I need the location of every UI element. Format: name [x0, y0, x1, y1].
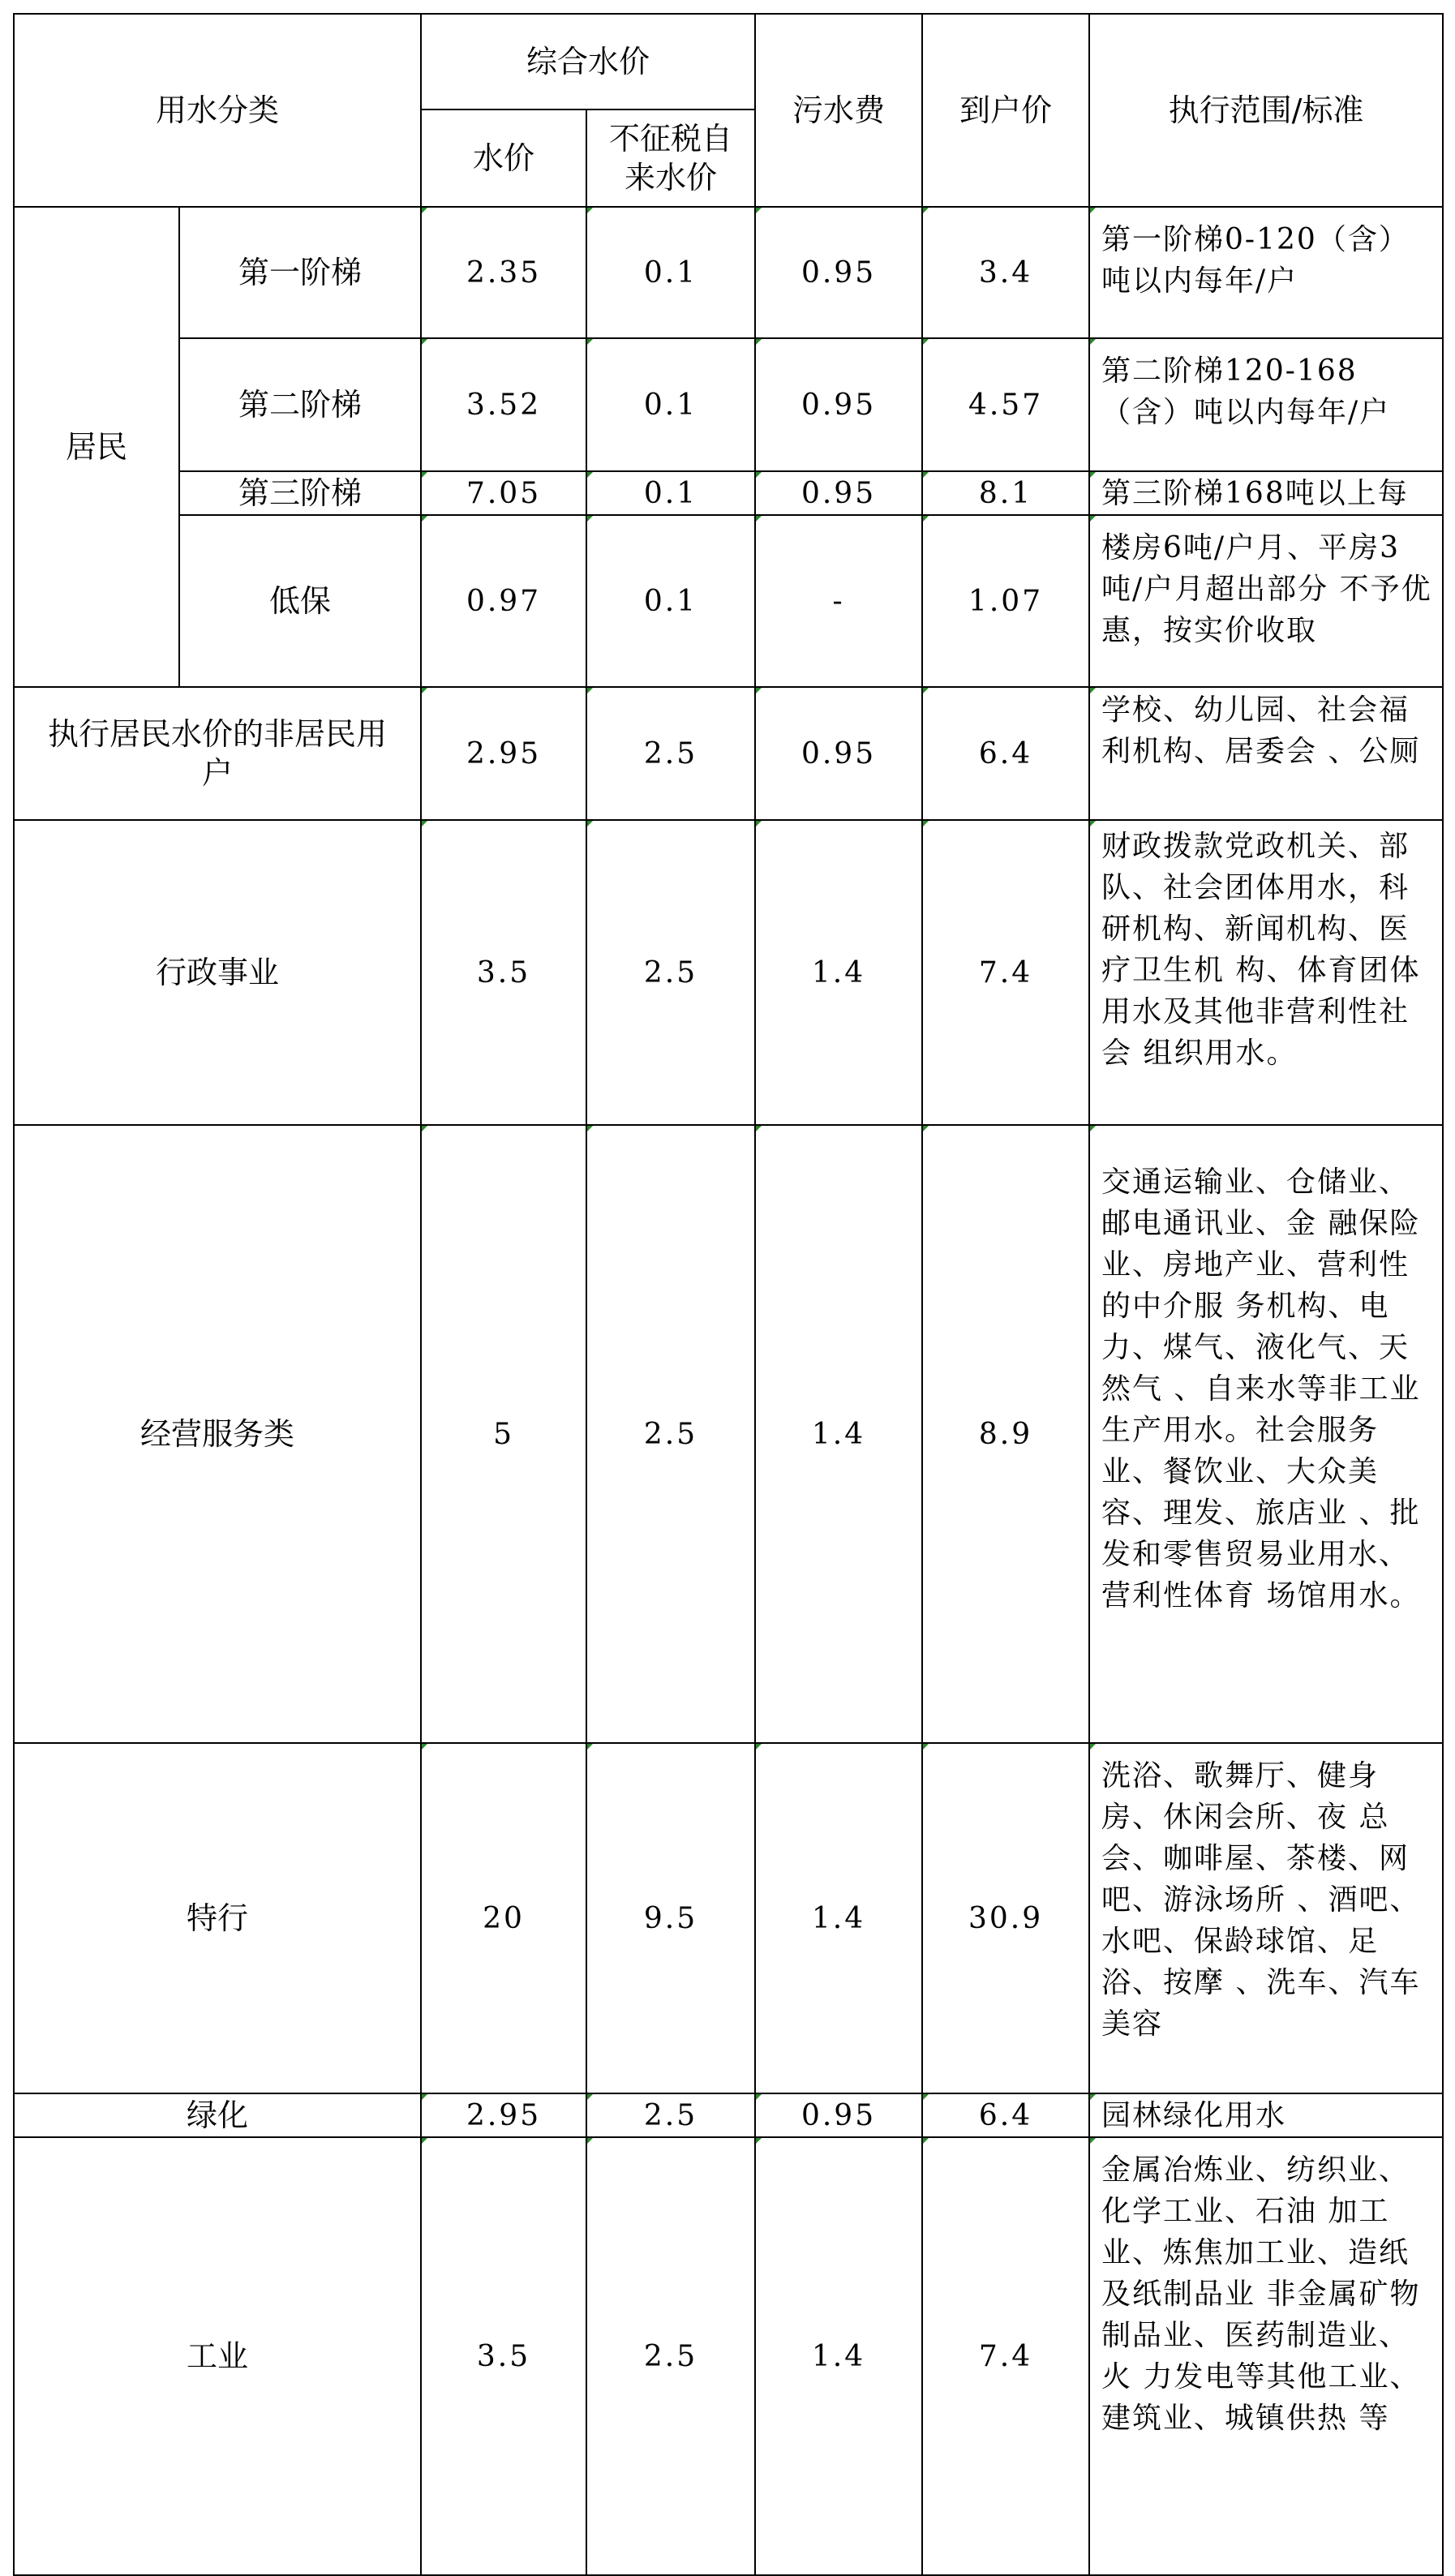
water-price-cell: 2.35 [421, 207, 586, 338]
sewage-fee-cell: 0.95 [755, 2093, 922, 2137]
category-name: 执行居民水价的非居民用户 [14, 687, 421, 820]
door-price-cell: 8.9 [922, 1125, 1089, 1743]
water-price-cell: 5 [421, 1125, 586, 1743]
door-price-cell: 1.07 [922, 515, 1089, 687]
door-price-cell: 30.9 [922, 1743, 1089, 2093]
door-price-cell: 7.4 [922, 820, 1089, 1125]
sewage-fee-cell: 1.4 [755, 2137, 922, 2575]
table-row [14, 207, 1443, 338]
category-name: 经营服务类 [14, 1125, 421, 1743]
untaxed-price-cell: 2.5 [586, 687, 755, 820]
water-price-cell: 20 [421, 1743, 586, 2093]
water-price-cell: 3.5 [421, 2137, 586, 2575]
header-scope: 执行范围/标准 [1089, 14, 1443, 207]
residential-label: 居民 [14, 207, 179, 687]
door-price-cell: 3.4 [922, 207, 1089, 338]
header-untaxed-price: 不征税自来水价 [586, 109, 755, 207]
header-composite-price: 综合水价 [421, 14, 755, 109]
table-row [14, 1125, 1443, 1743]
water-price-cell: 3.5 [421, 820, 586, 1125]
untaxed-price-cell: 2.5 [586, 820, 755, 1125]
water-price-cell: 0.97 [421, 515, 586, 687]
untaxed-price-cell: 0.1 [586, 471, 755, 515]
untaxed-price-cell: 0.1 [586, 207, 755, 338]
scope-cell: 楼房6吨/户月、平房3吨/户月超出部分 不予优惠，按实价收取 [1089, 515, 1443, 687]
untaxed-price-cell: 2.5 [586, 2137, 755, 2575]
door-price-cell: 4.57 [922, 338, 1089, 471]
sewage-fee-cell: 0.95 [755, 471, 922, 515]
untaxed-price-cell: 0.1 [586, 515, 755, 687]
sewage-fee-cell: 0.95 [755, 687, 922, 820]
category-name: 绿化 [14, 2093, 421, 2137]
water-price-table [13, 13, 1444, 2576]
sewage-fee-cell: 1.4 [755, 820, 922, 1125]
header-water-price: 水价 [421, 109, 586, 207]
table-row [14, 2093, 1443, 2137]
untaxed-price-cell: 2.5 [586, 1125, 755, 1743]
untaxed-price-cell: 0.1 [586, 338, 755, 471]
sewage-fee-cell: 1.4 [755, 1125, 922, 1743]
sewage-fee-cell: 1.4 [755, 1743, 922, 2093]
scope-cell: 财政拨款党政机关、部队、社会团体用水，科研机构、新闻机构、医疗卫生机 构、体育团体用水及其他非营利性社会 组织用水。 [1089, 820, 1443, 1125]
scope-cell: 学校、幼儿园、社会福利机构、居委会 、公厕 [1089, 687, 1443, 820]
door-price-cell: 8.1 [922, 471, 1089, 515]
tier-name: 第三阶梯 [179, 471, 421, 515]
table-row [14, 2137, 1443, 2575]
scope-cell: 金属冶炼业、纺织业、化学工业、石油 加工业、炼焦加工业、造纸及纸制品业 非金属矿物制品业、医药制造业、火 力发电等其他工业、建筑业、城镇供热 等 [1089, 2137, 1443, 2575]
scope-cell: 第三阶梯168吨以上每 [1089, 471, 1443, 515]
door-price-cell: 7.4 [922, 2137, 1089, 2575]
table-row [14, 471, 1443, 515]
sewage-fee-cell: 0.95 [755, 207, 922, 338]
table-row [14, 687, 1443, 820]
category-name: 行政事业 [14, 820, 421, 1125]
water-price-cell: 7.05 [421, 471, 586, 515]
scope-cell: 园林绿化用水 [1089, 2093, 1443, 2137]
scope-cell: 第二阶梯120-168（含）吨以内每年/户 [1089, 338, 1443, 471]
category-name: 工业 [14, 2137, 421, 2575]
header-sewage-fee: 污水费 [755, 14, 922, 207]
table-row [14, 820, 1443, 1125]
table-row [14, 1743, 1443, 2093]
tier-name: 第一阶梯 [179, 207, 421, 338]
water-price-cell: 2.95 [421, 687, 586, 820]
tier-name: 第二阶梯 [179, 338, 421, 471]
scope-cell: 第一阶梯0-120（含）吨以内每年/户 [1089, 207, 1443, 338]
door-price-cell: 6.4 [922, 687, 1089, 820]
water-price-cell: 2.95 [421, 2093, 586, 2137]
scope-cell: 交通运输业、仓储业、邮电通讯业、金 融保险业、房地产业、营利性的中介服 务机构、电力、煤气、液化气、天然气 、自来水等非工业生产用水。社会服务 业、餐饮业、大众美容、理发、旅店业 、批发和零售贸易业用水、营利性体育 场馆用水。 [1089, 1125, 1443, 1743]
untaxed-price-cell: 9.5 [586, 1743, 755, 2093]
category-name: 特行 [14, 1743, 421, 2093]
table-row [14, 338, 1443, 471]
sewage-fee-cell: - [755, 515, 922, 687]
scope-cell: 洗浴、歌舞厅、健身房、休闲会所、夜 总会、咖啡屋、茶楼、网吧、游泳场所 、酒吧、水吧、保龄球馆、足浴、按摩 、洗车、汽车美容 [1089, 1743, 1443, 2093]
table-row [14, 515, 1443, 687]
water-price-cell: 3.52 [421, 338, 586, 471]
tier-name: 低保 [179, 515, 421, 687]
door-price-cell: 6.4 [922, 2093, 1089, 2137]
header-category: 用水分类 [14, 14, 421, 207]
header-door-price: 到户价 [922, 14, 1089, 207]
price-table-container [13, 13, 1442, 2527]
sewage-fee-cell: 0.95 [755, 338, 922, 471]
untaxed-price-cell: 2.5 [586, 2093, 755, 2137]
